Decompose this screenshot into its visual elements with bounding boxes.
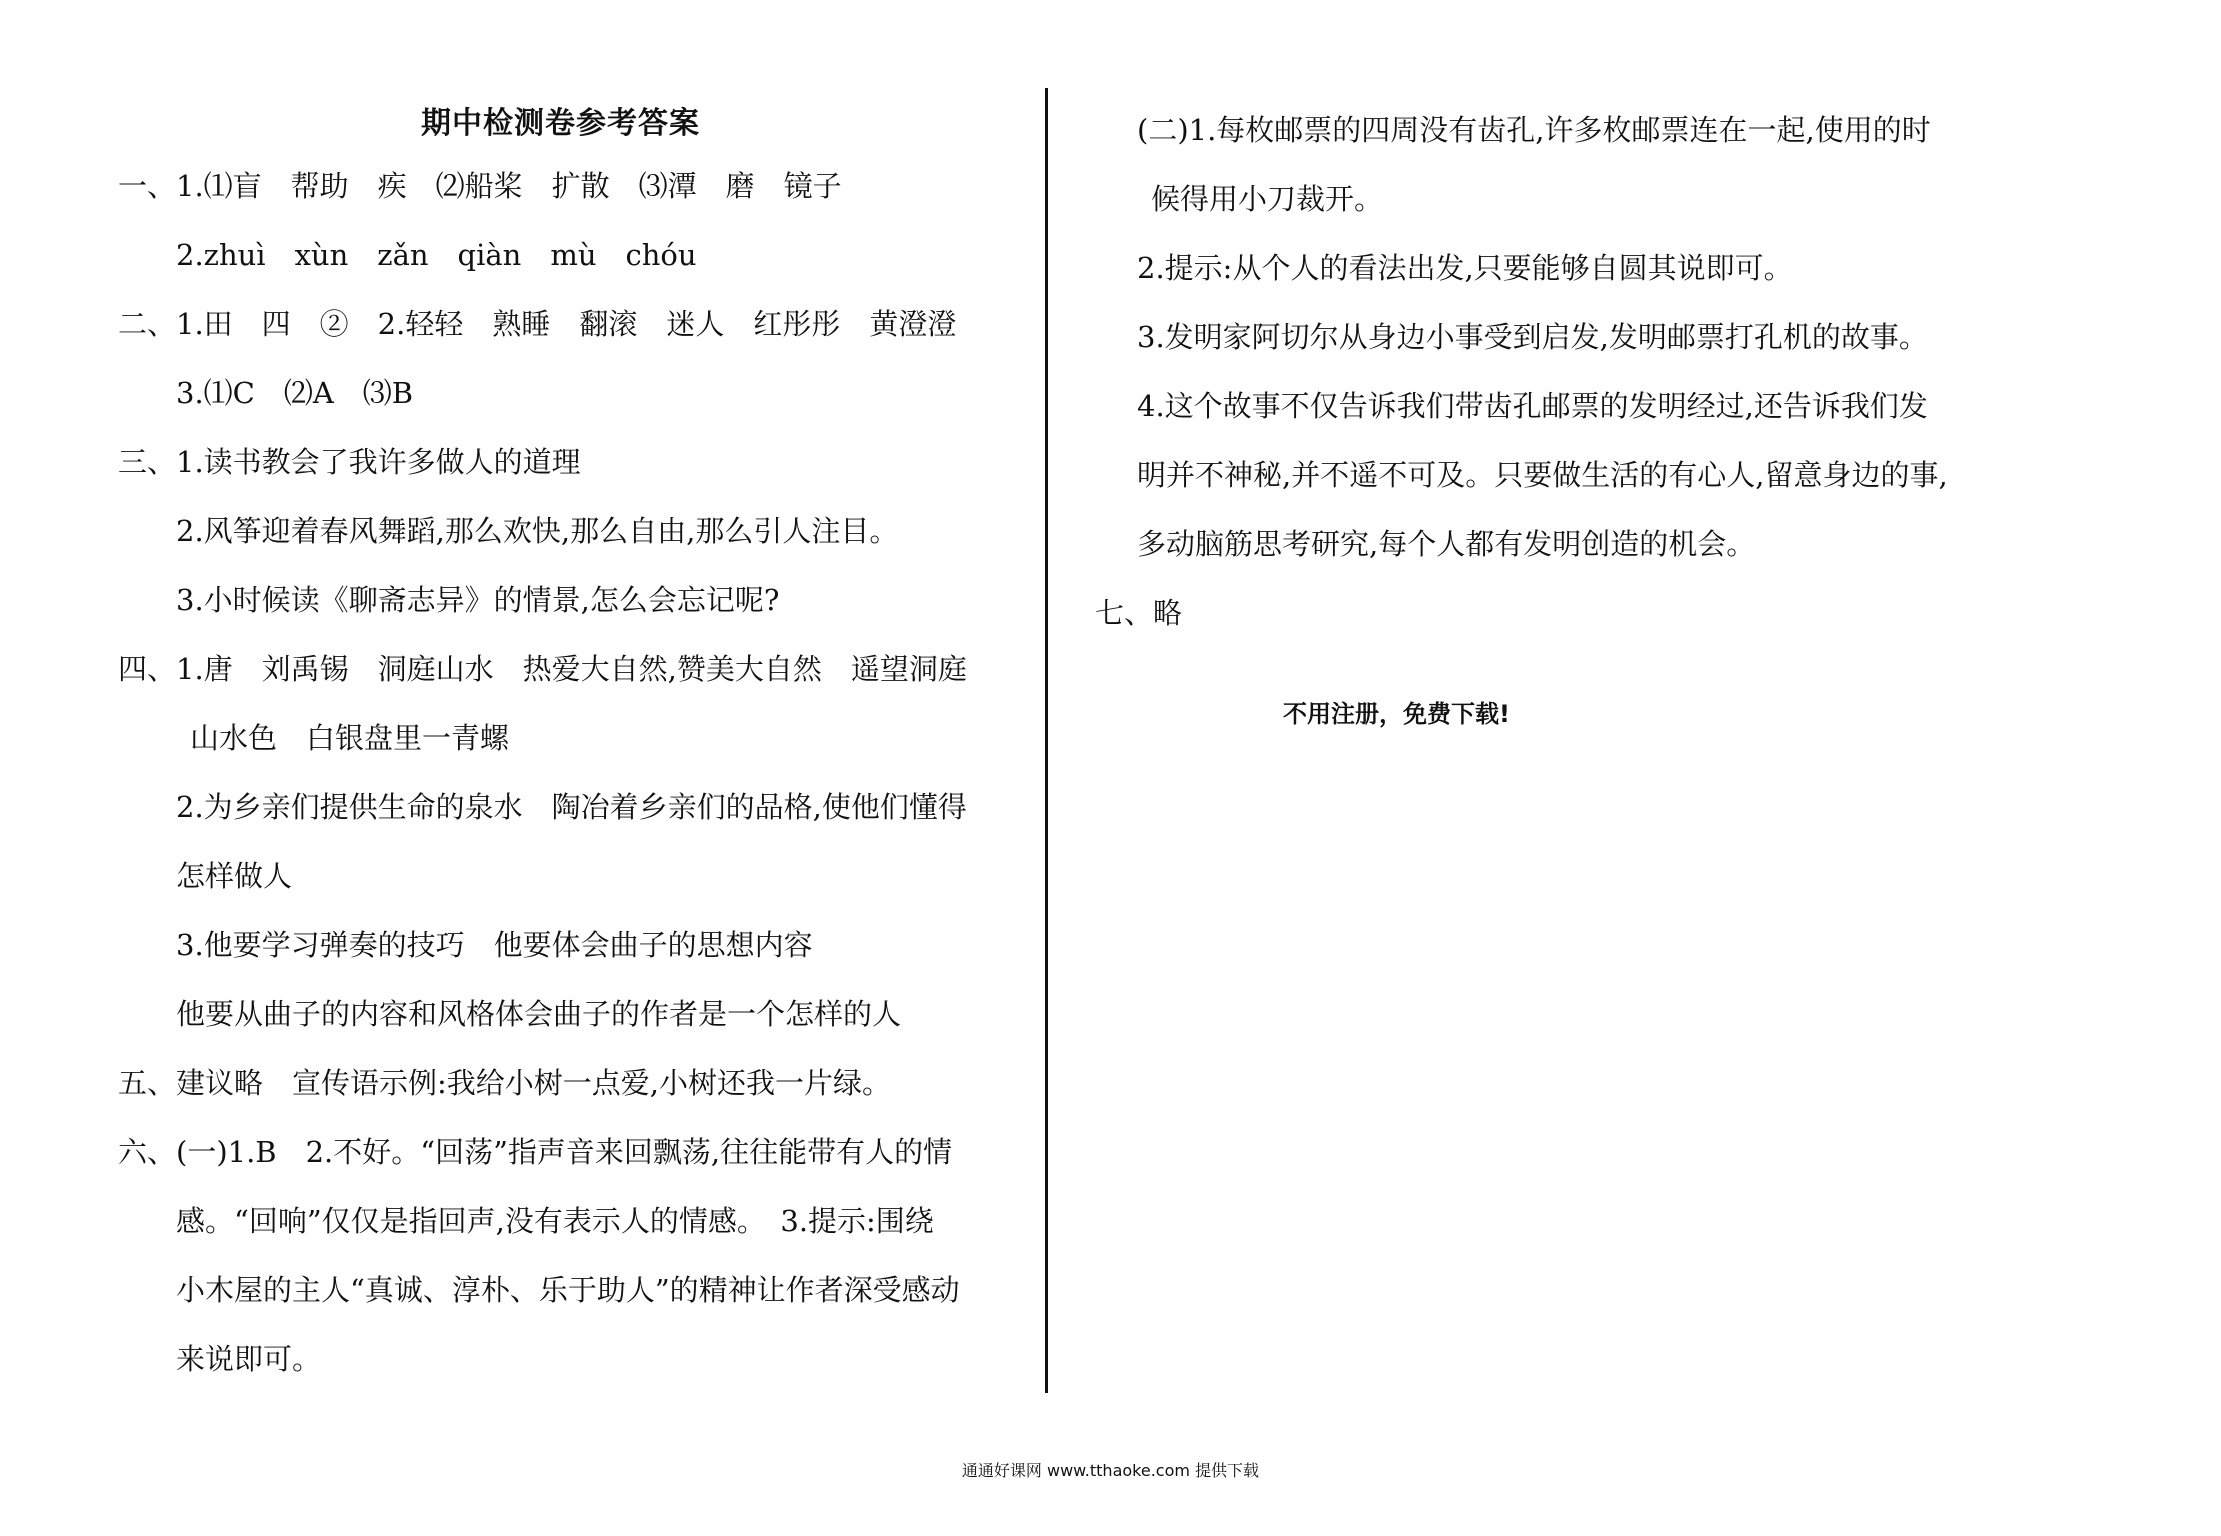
answer-line: 三、1.读书教会了我许多做人的道理 — [118, 445, 581, 479]
answer-line: 怎样做人 — [176, 859, 293, 893]
answer-line: 3.他要学习弹奏的技巧 他要体会曲子的思想内容 — [176, 928, 813, 962]
answer-line: 四、1.唐 刘禹锡 洞庭山水 热爱大自然,赞美大自然 遥望洞庭 — [118, 652, 967, 686]
left-column — [118, 96, 1018, 1394]
answer-line: 明并不神秘,并不遥不可及。只要做生活的有心人,留意身边的事, — [1137, 458, 1948, 492]
answer-line: 他要从曲子的内容和风格体会曲子的作者是一个怎样的人 — [176, 997, 902, 1031]
answer-line: 3.小时候读《聊斋志异》的情景,怎么会忘记呢? — [176, 583, 780, 617]
answer-line: 感。“回响”仅仅是指回声,没有表示人的情感。 3.提示:围绕 — [176, 1204, 934, 1238]
column-divider — [1045, 88, 1048, 1393]
answer-line: 2.风筝迎着春风舞蹈,那么欢快,那么自由,那么引人注目。 — [176, 514, 899, 548]
answer-line: 4.这个故事不仅告诉我们带齿孔邮票的发明经过,还告诉我们发 — [1137, 389, 1928, 423]
promo-text: 不用注册，免费下载! — [1283, 700, 1510, 728]
answer-line: 二、1.田 四 ② 2.轻轻 熟睡 翻滚 迷人 红彤彤 黄澄澄 — [118, 307, 957, 341]
page-title: 期中检测卷参考答案 — [421, 106, 700, 141]
answer-line: 六、(一)1.B 2.不好。“回荡”指声音来回飘荡,往往能带有人的情 — [118, 1135, 953, 1169]
answer-line: 候得用小刀裁开。 — [1151, 182, 1384, 216]
answer-line: 2.zhuì xùn zǎn qiàn mù chóu — [176, 238, 697, 272]
right-column — [1095, 96, 2135, 648]
answer-line: 多动脑筋思考研究,每个人都有发明创造的机会。 — [1137, 527, 1756, 561]
answer-line: 山水色 白银盘里一青螺 — [190, 721, 510, 755]
answer-line: (二)1.每枚邮票的四周没有齿孔,许多枚邮票连在一起,使用的时 — [1137, 113, 1931, 147]
footer-text: 通通好课网 www.tthaoke.com 提供下载 — [961, 1461, 1260, 1480]
answer-line: 七、略 — [1095, 596, 1183, 630]
answer-line: 3.⑴C ⑵A ⑶B — [176, 376, 414, 410]
answer-line: 来说即可。 — [176, 1342, 322, 1376]
answer-line: 小木屋的主人“真诚、淳朴、乐于助人”的精神让作者深受感动 — [176, 1273, 960, 1307]
answer-line: 2.为乡亲们提供生命的泉水 陶冶着乡亲们的品格,使他们懂得 — [176, 790, 967, 824]
answer-line: 2.提示:从个人的看法出发,只要能够自圆其说即可。 — [1137, 251, 1793, 285]
answer-line: 一、1.⑴盲 帮助 疾 ⑵船桨 扩散 ⑶潭 磨 镜子 — [118, 169, 842, 203]
answer-line: 3.发明家阿切尔从身边小事受到启发,发明邮票打孔机的故事。 — [1137, 320, 1928, 354]
answer-line: 五、建议略 宣传语示例:我给小树一点爱,小树还我一片绿。 — [118, 1066, 891, 1100]
